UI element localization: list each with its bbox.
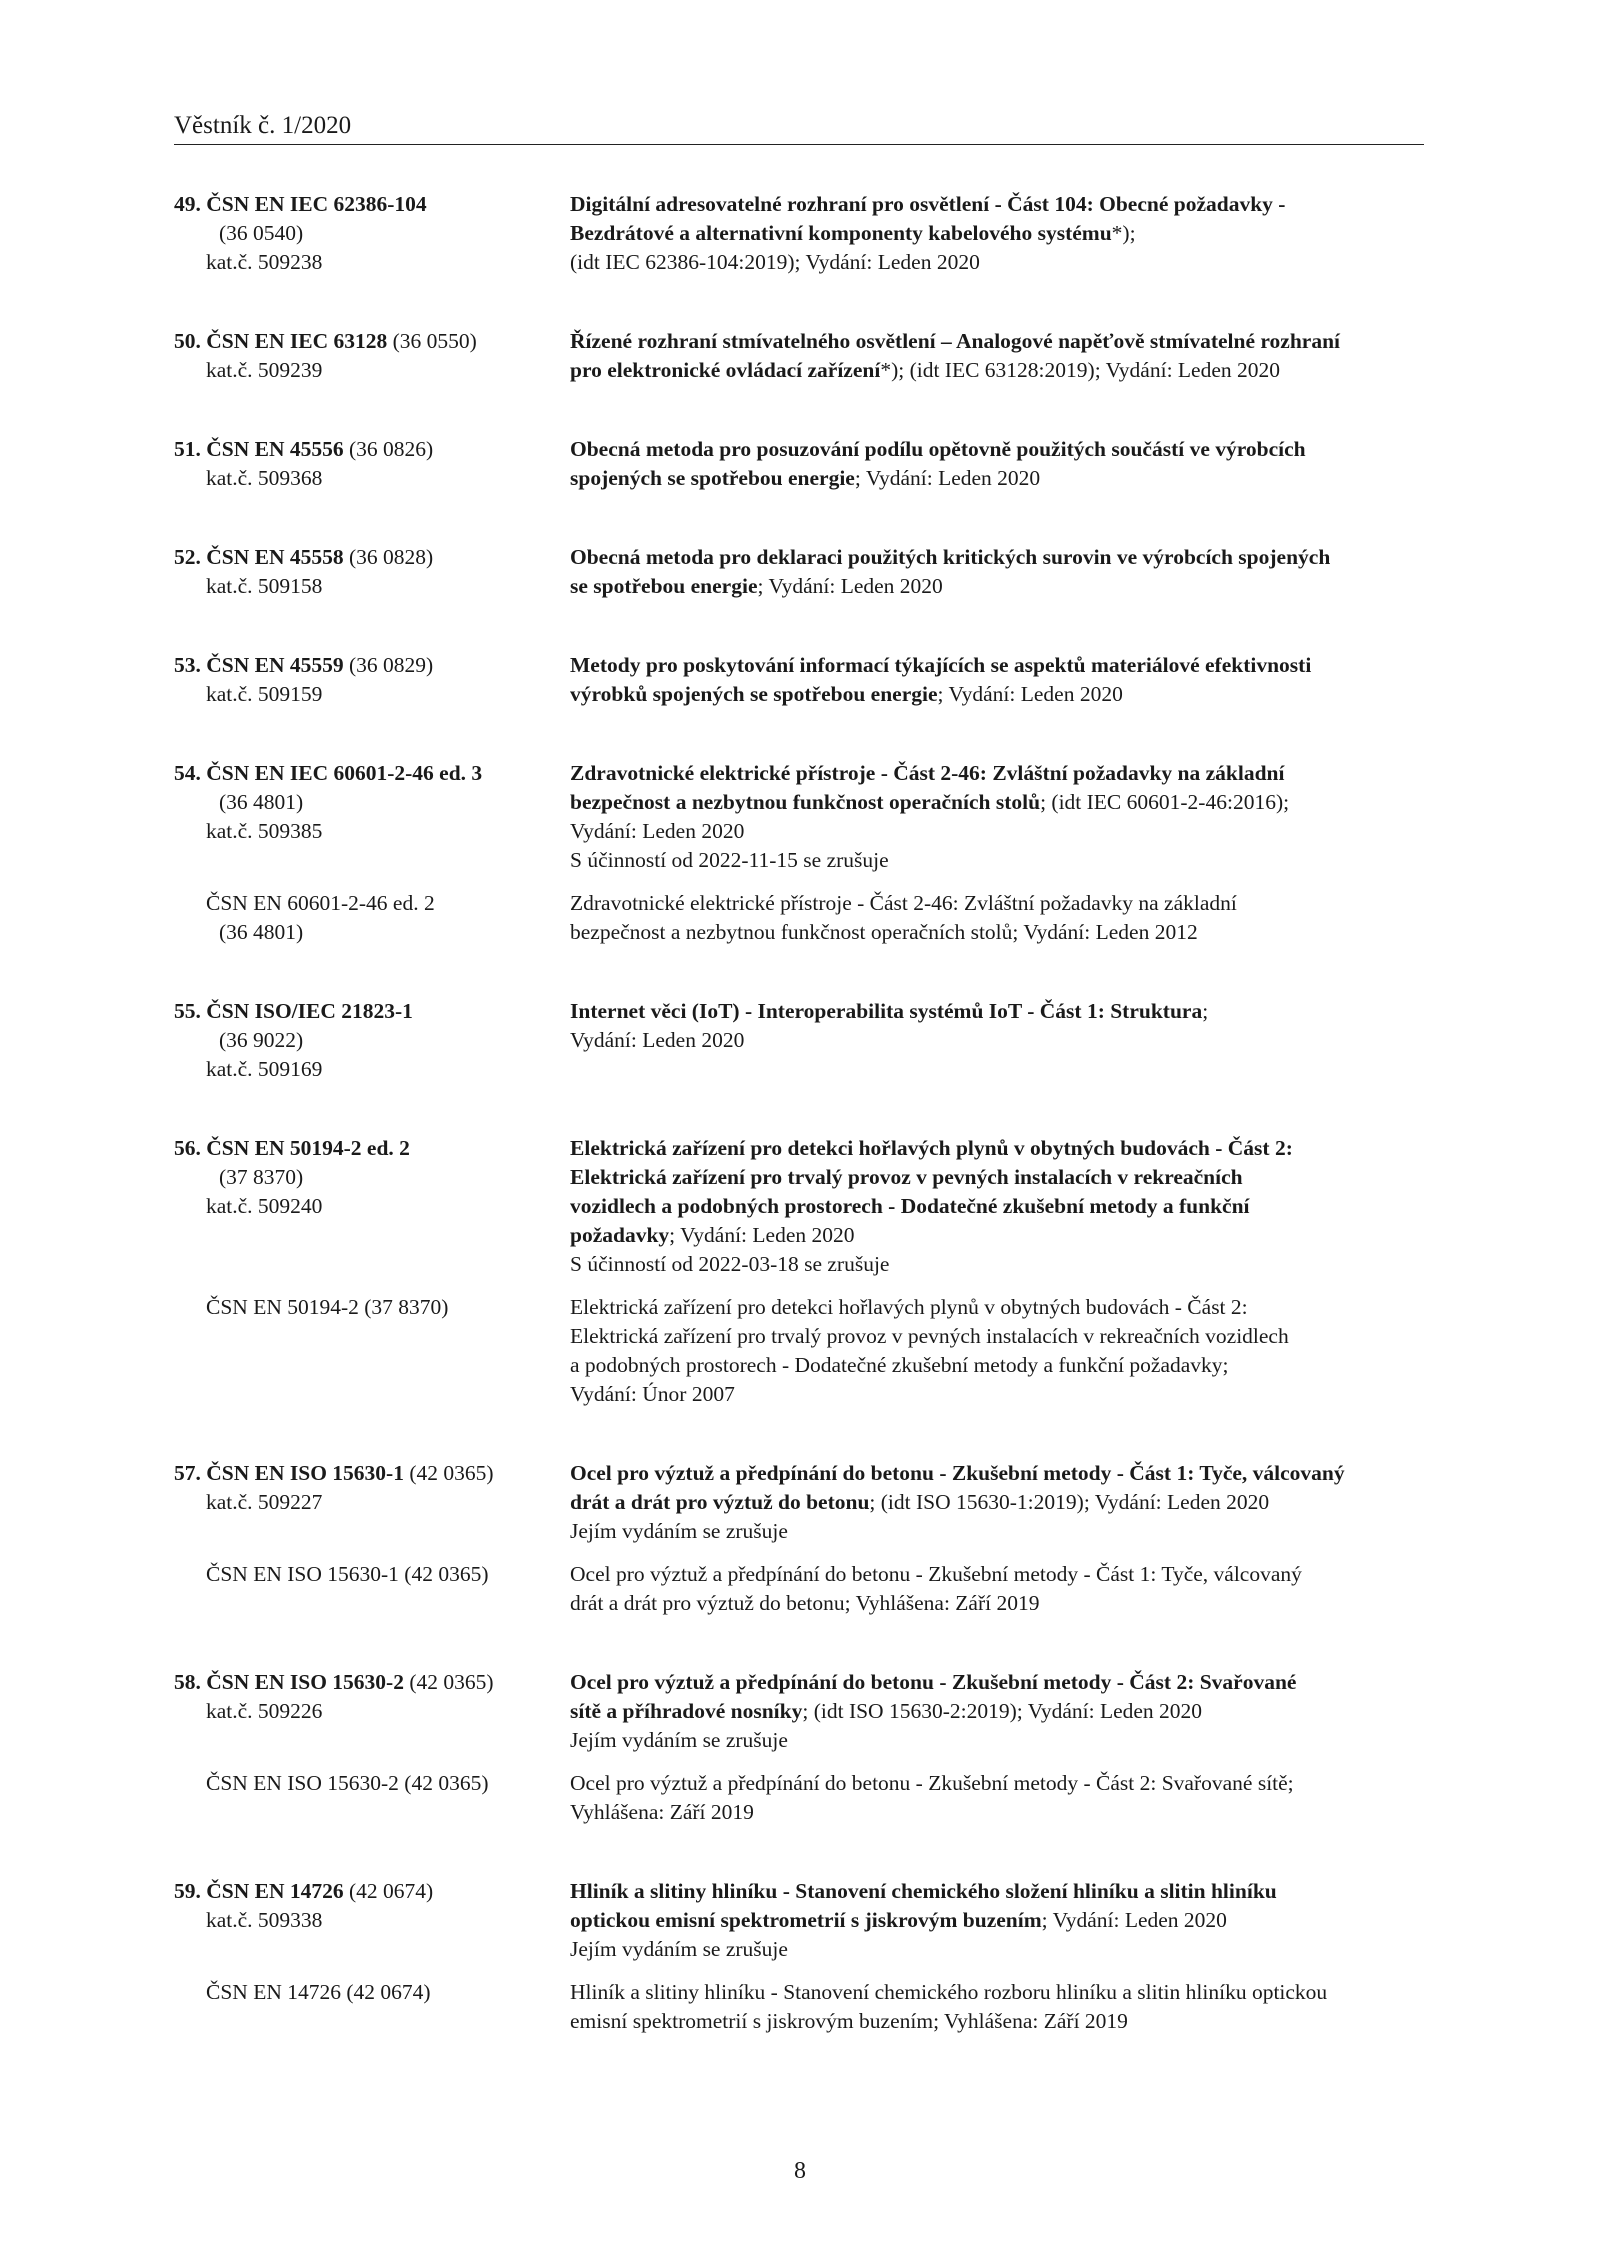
publication-info: ; (1202, 999, 1209, 1023)
replaced-designation (174, 1293, 570, 1409)
standard-title: Řízené rozhraní stmívatelného osvětlení – Analogové napěťově stmívatelné rozhraní (570, 329, 1341, 353)
title-line (570, 435, 1426, 464)
info-line: Vydání: Leden 2020 (570, 1028, 745, 1052)
entry-description (570, 1134, 1426, 1279)
standard-code: ČSN EN IEC 60601-2-46 ed. 3 (206, 761, 483, 785)
entry-description (570, 543, 1426, 601)
entry-main-row (174, 1668, 1426, 1755)
replaced-title-line: Elektrická zařízení pro trvalý provoz v pevných instalacích v rekreačních vozidlech (570, 1324, 1289, 1348)
title-line (570, 651, 1426, 680)
replaced-title-line: Vyhlášena: Září 2019 (570, 1800, 754, 1824)
title-line (570, 327, 1426, 356)
entry-number: 51. (174, 437, 207, 461)
standard-entry (174, 327, 1426, 385)
standard-entry (174, 190, 1426, 277)
replaced-description (570, 1293, 1426, 1409)
entry-designation (174, 651, 570, 709)
replaced-description (570, 1978, 1426, 2036)
standard-code: ČSN EN 45556 (206, 437, 344, 461)
header-title: Věstník č. 1/2020 (174, 112, 352, 139)
entry-designation (174, 543, 570, 601)
designation-line (174, 1877, 570, 1906)
replaced-standard-row (174, 1293, 1426, 1409)
entry-designation (174, 759, 570, 875)
standard-title: Elektrická zařízení pro detekci hořlavých plynů v obytných budovách - Část 2: (570, 1136, 1293, 1160)
standard-code: ČSN EN 14726 (206, 1879, 344, 1903)
entry-main-row (174, 543, 1426, 601)
entry-number: 49. (174, 192, 207, 216)
classification-code: (36 4801) (219, 790, 304, 814)
publication-info: *); (1111, 221, 1136, 245)
classification-code: (36 0829) (343, 653, 434, 677)
title-line (570, 788, 1426, 817)
publication-info: ; (idt ISO 15630-2:2019); Vydání: Leden 2020 (802, 1699, 1203, 1723)
replaced-designation (174, 889, 570, 947)
entry-number: 52. (174, 545, 207, 569)
standard-code: ČSN EN 50194-2 ed. 2 (206, 1136, 410, 1160)
standard-title: Hliník a slitiny hliníku - Stanovení chemického složení hliníku a slitin hliníku (570, 1879, 1277, 1903)
standard-code: ČSN EN ISO 15630-1 (206, 1461, 404, 1485)
entry-description (570, 1459, 1426, 1546)
entry-designation (174, 997, 570, 1084)
replaced-description (570, 889, 1426, 947)
replaced-title-line: bezpečnost a nezbytnou funkčnost operačních stolů; Vydání: Leden 2012 (570, 920, 1198, 944)
page-number: 8 (794, 2158, 806, 2184)
catalog-number: kat.č. 509240 (206, 1194, 323, 1218)
title-line (570, 219, 1426, 248)
title-line (570, 1906, 1426, 1935)
classification-code: (36 0826) (343, 437, 434, 461)
replaced-title-line: emisní spektrometrií s jiskrovým buzením; Vyhlášena: Září 2019 (570, 2009, 1128, 2033)
publication-info: *); (idt IEC 63128:2019); Vydání: Leden 2020 (880, 358, 1281, 382)
replaced-code: ČSN EN 60601-2-46 ed. 2 (206, 891, 435, 915)
info-line: Jejím vydáním se zrušuje (570, 1937, 788, 1961)
entry-designation (174, 190, 570, 277)
title-line (570, 356, 1426, 385)
entry-main-row (174, 190, 1426, 277)
standard-code: ČSN EN 45559 (206, 653, 344, 677)
catalog-number: kat.č. 509338 (206, 1908, 323, 1932)
title-line (570, 759, 1426, 788)
standard-title: bezpečnost a nezbytnou funkčnost operačních stolů (570, 790, 1041, 814)
entry-main-row (174, 651, 1426, 709)
replaced-code: (36 4801) (219, 920, 304, 944)
standard-title: výrobků spojených se spotřebou energie (570, 682, 938, 706)
title-line (570, 997, 1426, 1026)
replaced-title-line: Ocel pro výztuž a předpínání do betonu - Zkušební metody - Část 1: Tyče, válcovaný (570, 1562, 1302, 1586)
publication-info: ; Vydání: Leden 2020 (1041, 1908, 1227, 1932)
title-line (570, 1697, 1426, 1726)
standard-code: ČSN EN IEC 62386-104 (206, 192, 427, 216)
standard-entry (174, 543, 1426, 601)
entry-number: 54. (174, 761, 207, 785)
standard-title: požadavky (570, 1223, 670, 1247)
catalog-number: kat.č. 509169 (206, 1057, 323, 1081)
entry-main-row (174, 759, 1426, 875)
catalog-number: kat.č. 509385 (206, 819, 323, 843)
standard-code: ČSN EN IEC 63128 (206, 329, 388, 353)
entry-number: 53. (174, 653, 207, 677)
replaced-code: ČSN EN ISO 15630-1 (42 0365) (206, 1562, 489, 1586)
standard-title: Ocel pro výztuž a předpínání do betonu - Zkušební metody - Část 1: Tyče, válcovaný (570, 1461, 1345, 1485)
classification-code: (42 0365) (403, 1670, 494, 1694)
entry-main-row (174, 435, 1426, 493)
designation-line (174, 435, 570, 464)
title-line (570, 572, 1426, 601)
standard-entry (174, 651, 1426, 709)
title-line (570, 1163, 1426, 1192)
standard-entry (174, 997, 1426, 1084)
title-line (570, 1221, 1426, 1250)
title-line (570, 190, 1426, 219)
classification-code: (36 0540) (219, 221, 304, 245)
title-line (570, 1488, 1426, 1517)
entry-number: 57. (174, 1461, 207, 1485)
standard-title: sítě a příhradové nosníky (570, 1699, 803, 1723)
replaced-title-line: drát a drát pro výztuž do betonu; Vyhlášena: Září 2019 (570, 1591, 1040, 1615)
info-line: (idt IEC 62386-104:2019); Vydání: Leden 2020 (570, 250, 980, 274)
publication-info: ; Vydání: Leden 2020 (854, 466, 1041, 490)
standard-title: Internet věci (IoT) - Interoperabilita systémů IoT - Část 1: Struktura (570, 999, 1203, 1023)
entry-description (570, 1668, 1426, 1755)
standard-entry (174, 1134, 1426, 1409)
standard-entry (174, 1877, 1426, 2036)
standard-title: Digitální adresovatelné rozhraní pro osvětlení - Část 104: Obecné požadavky - (570, 192, 1286, 216)
replaced-title-line: Zdravotnické elektrické přístroje - Část 2-46: Zvláštní požadavky na základní (570, 891, 1237, 915)
standard-code: ČSN EN 45558 (206, 545, 344, 569)
entry-designation (174, 1459, 570, 1546)
title-line (570, 1877, 1426, 1906)
entry-number: 50. (174, 329, 207, 353)
classification-code: (36 9022) (219, 1028, 304, 1052)
standard-title: Metody pro poskytování informací týkajících se aspektů materiálové efektivnosti (570, 653, 1312, 677)
standard-title: Ocel pro výztuž a předpínání do betonu - Zkušební metody - Část 2: Svařované (570, 1670, 1297, 1694)
replaced-standard-row (174, 889, 1426, 947)
entry-main-row (174, 1877, 1426, 1964)
publication-info: ; Vydání: Leden 2020 (757, 574, 943, 598)
classification-code: (36 0828) (343, 545, 434, 569)
catalog-number: kat.č. 509227 (206, 1490, 323, 1514)
standard-title: Zdravotnické elektrické přístroje - Část 2-46: Zvláštní požadavky na základní (570, 761, 1285, 785)
replaced-code: ČSN EN 50194-2 (37 8370) (206, 1295, 449, 1319)
standard-title: Elektrická zařízení pro trvalý provoz v pevných instalacích v rekreačních (570, 1165, 1243, 1189)
title-line (570, 543, 1426, 572)
replaced-standard-row (174, 1978, 1426, 2036)
catalog-number: kat.č. 509159 (206, 682, 323, 706)
catalog-number: kat.č. 509368 (206, 466, 323, 490)
title-line (570, 464, 1426, 493)
publication-info: ; Vydání: Leden 2020 (669, 1223, 855, 1247)
classification-code: (37 8370) (219, 1165, 304, 1189)
standard-title: Obecná metoda pro deklaraci použitých kritických surovin ve výrobcích spojených (570, 545, 1331, 569)
title-line (570, 1459, 1426, 1488)
replaced-designation (174, 1978, 570, 2036)
entry-description (570, 651, 1426, 709)
entry-description (570, 759, 1426, 875)
replaced-title-line: Hliník a slitiny hliníku - Stanovení chemického rozboru hliníku a slitin hliníku optickou (570, 1980, 1328, 2004)
entry-description (570, 997, 1426, 1084)
replaced-code: ČSN EN 14726 (42 0674) (206, 1980, 431, 2004)
replaced-title-line: Ocel pro výztuž a předpínání do betonu - Zkušební metody - Část 2: Svařované sítě; (570, 1771, 1294, 1795)
standard-entry (174, 435, 1426, 493)
standard-title: se spotřebou energie (570, 574, 758, 598)
standard-title: vozidlech a podobných prostorech - Dodatečné zkušební metody a funkční (570, 1194, 1250, 1218)
standard-entry (174, 759, 1426, 947)
standard-title: Obecná metoda pro posuzování podílu opětovně použitých součástí ve výrobcích (570, 437, 1306, 461)
designation-line (174, 1459, 570, 1488)
entry-designation (174, 435, 570, 493)
entry-description (570, 327, 1426, 385)
entry-main-row (174, 1134, 1426, 1279)
entry-designation (174, 1134, 570, 1279)
standard-code: ČSN EN ISO 15630-2 (206, 1670, 404, 1694)
replaced-designation (174, 1769, 570, 1827)
entry-number: 59. (174, 1879, 207, 1903)
title-line (570, 680, 1426, 709)
entry-number: 55. (174, 999, 207, 1023)
standard-title: pro elektronické ovládací zařízení (570, 358, 881, 382)
replaced-code: ČSN EN ISO 15630-2 (42 0365) (206, 1771, 489, 1795)
replaced-title-line: Elektrická zařízení pro detekci hořlavých plynů v obytných budovách - Část 2: (570, 1295, 1248, 1319)
info-line: Jejím vydáním se zrušuje (570, 1728, 788, 1752)
designation-line (174, 327, 570, 356)
designation-line (174, 543, 570, 572)
entry-number: 56. (174, 1136, 207, 1160)
standards-list (174, 190, 1426, 2086)
title-line (570, 1192, 1426, 1221)
page-header (174, 112, 1424, 145)
catalog-number: kat.č. 509158 (206, 574, 323, 598)
entry-designation (174, 1668, 570, 1755)
standard-title: drát a drát pro výztuž do betonu (570, 1490, 870, 1514)
entry-main-row (174, 1459, 1426, 1546)
entry-main-row (174, 327, 1426, 385)
replaced-description (570, 1560, 1426, 1618)
replaced-designation (174, 1560, 570, 1618)
title-line (570, 1134, 1426, 1163)
entry-description (570, 1877, 1426, 1964)
standard-code: ČSN ISO/IEC 21823-1 (206, 999, 413, 1023)
designation-line (174, 1134, 570, 1163)
designation-line (174, 190, 570, 219)
designation-line (174, 759, 570, 788)
standard-title: Bezdrátové a alternativní komponenty kabelového systému (570, 221, 1112, 245)
publication-info: ; (idt IEC 60601-2-46:2016); (1040, 790, 1290, 814)
publication-info: ; (idt ISO 15630-1:2019); Vydání: Leden 2020 (869, 1490, 1270, 1514)
entry-description (570, 435, 1426, 493)
info-line: S účinností od 2022-11-15 se zrušuje (570, 848, 889, 872)
entry-number: 58. (174, 1670, 207, 1694)
classification-code: (42 0674) (343, 1879, 434, 1903)
classification-code: (36 0550) (387, 329, 477, 353)
catalog-number: kat.č. 509238 (206, 250, 323, 274)
replaced-title-line: Vydání: Únor 2007 (570, 1382, 735, 1406)
designation-line (174, 1668, 570, 1697)
replaced-standard-row (174, 1769, 1426, 1827)
standard-entry (174, 1668, 1426, 1827)
entry-designation (174, 327, 570, 385)
designation-line (174, 997, 570, 1026)
designation-line (174, 651, 570, 680)
replaced-description (570, 1769, 1426, 1827)
entry-description (570, 190, 1426, 277)
entry-main-row (174, 997, 1426, 1084)
entry-designation (174, 1877, 570, 1964)
info-line: S účinností od 2022-03-18 se zrušuje (570, 1252, 890, 1276)
catalog-number: kat.č. 509239 (206, 358, 323, 382)
classification-code: (42 0365) (403, 1461, 494, 1485)
info-line: Jejím vydáním se zrušuje (570, 1519, 788, 1543)
standard-title: optickou emisní spektrometrií s jiskrovým buzením (570, 1908, 1042, 1932)
replaced-title-line: a podobných prostorech - Dodatečné zkušební metody a funkční požadavky; (570, 1353, 1229, 1377)
replaced-standard-row (174, 1560, 1426, 1618)
standard-title: spojených se spotřebou energie (570, 466, 855, 490)
title-line (570, 1668, 1426, 1697)
catalog-number: kat.č. 509226 (206, 1699, 323, 1723)
info-line: Vydání: Leden 2020 (570, 819, 745, 843)
standard-entry (174, 1459, 1426, 1618)
publication-info: ; Vydání: Leden 2020 (937, 682, 1123, 706)
